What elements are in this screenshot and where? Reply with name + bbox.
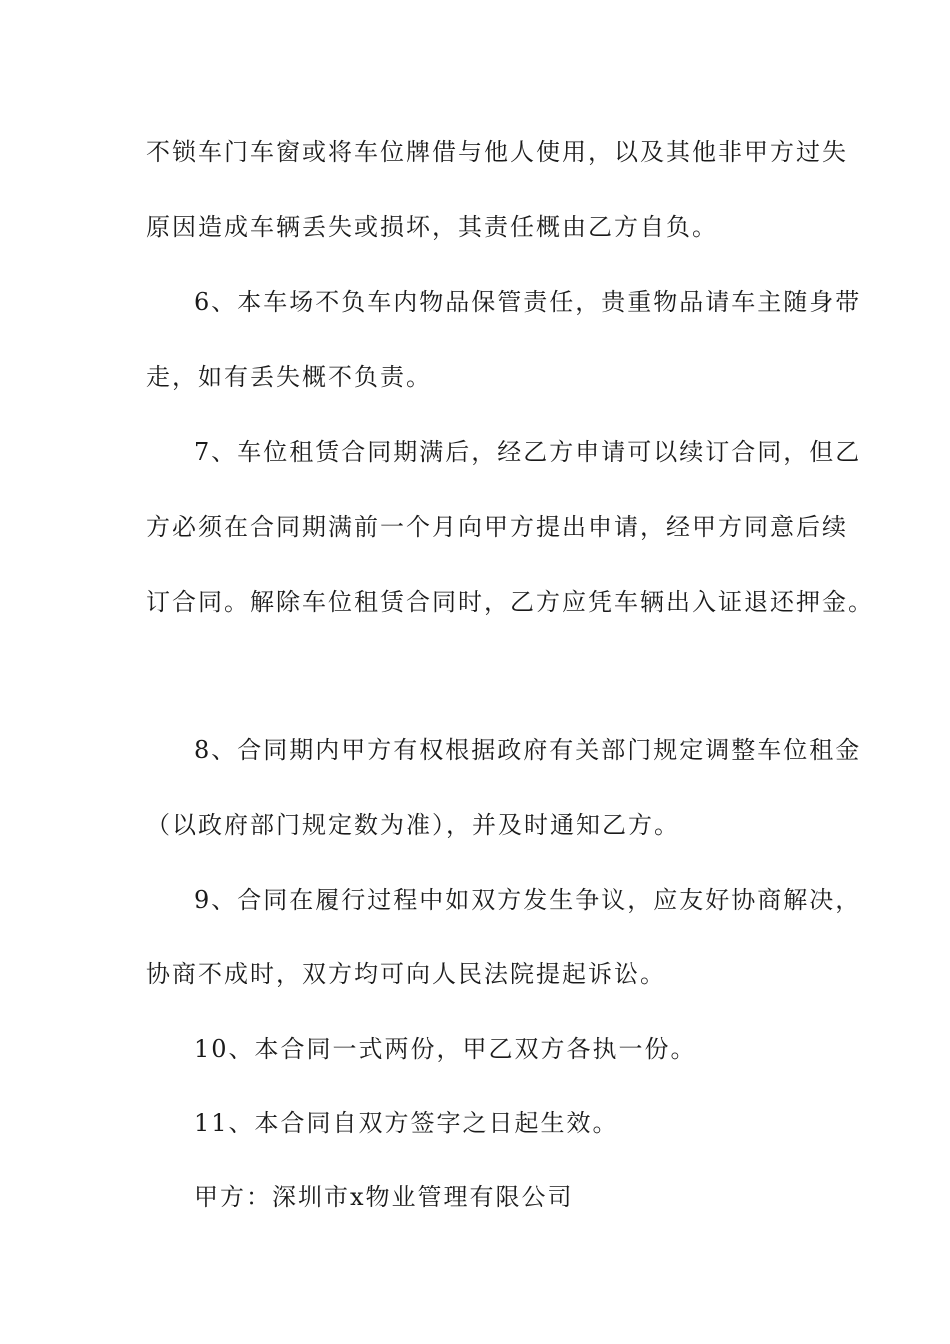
clause-7-line-3: 订合同。解除车位租赁合同时，乙方应凭车辆出入证退还押金。 (146, 588, 874, 616)
clause-5-line-2: 原因造成车辆丢失或损坏，其责任概由乙方自负。 (146, 213, 718, 241)
clause-7-line-2: 方必须在合同期满前一个月向甲方提出申请，经甲方同意后续 (146, 513, 848, 541)
clause-6-line-2: 走，如有丢失概不负责。 (146, 363, 432, 391)
clause-11: 11、本合同自双方签字之日起生效。 (194, 1109, 619, 1137)
clause-7-line-1: 7、车位租赁合同期满后，经乙方申请可以续订合同，但乙 (194, 438, 862, 466)
clause-8-line-2: （以政府部门规定数为准），并及时通知乙方。 (146, 811, 680, 839)
clause-9-line-1: 9、合同在履行过程中如双方发生争议，应友好协商解决， (194, 886, 862, 914)
clause-10: 10、本合同一式两份，甲乙双方各执一份。 (194, 1035, 697, 1063)
clause-8-line-1: 8、合同期内甲方有权根据政府有关部门规定调整车位租金 (194, 736, 862, 764)
clause-5-line-1: 不锁车门车窗或将车位牌借与他人使用，以及其他非甲方过失 (146, 138, 848, 166)
clause-9-line-2: 协商不成时，双方均可向人民法院提起诉讼。 (146, 960, 666, 988)
party-a-signature-line: 甲方：深圳市x物业管理有限公司 (194, 1183, 574, 1211)
clause-6-line-1: 6、本车场不负车内物品保管责任，贵重物品请车主随身带 (194, 288, 862, 316)
